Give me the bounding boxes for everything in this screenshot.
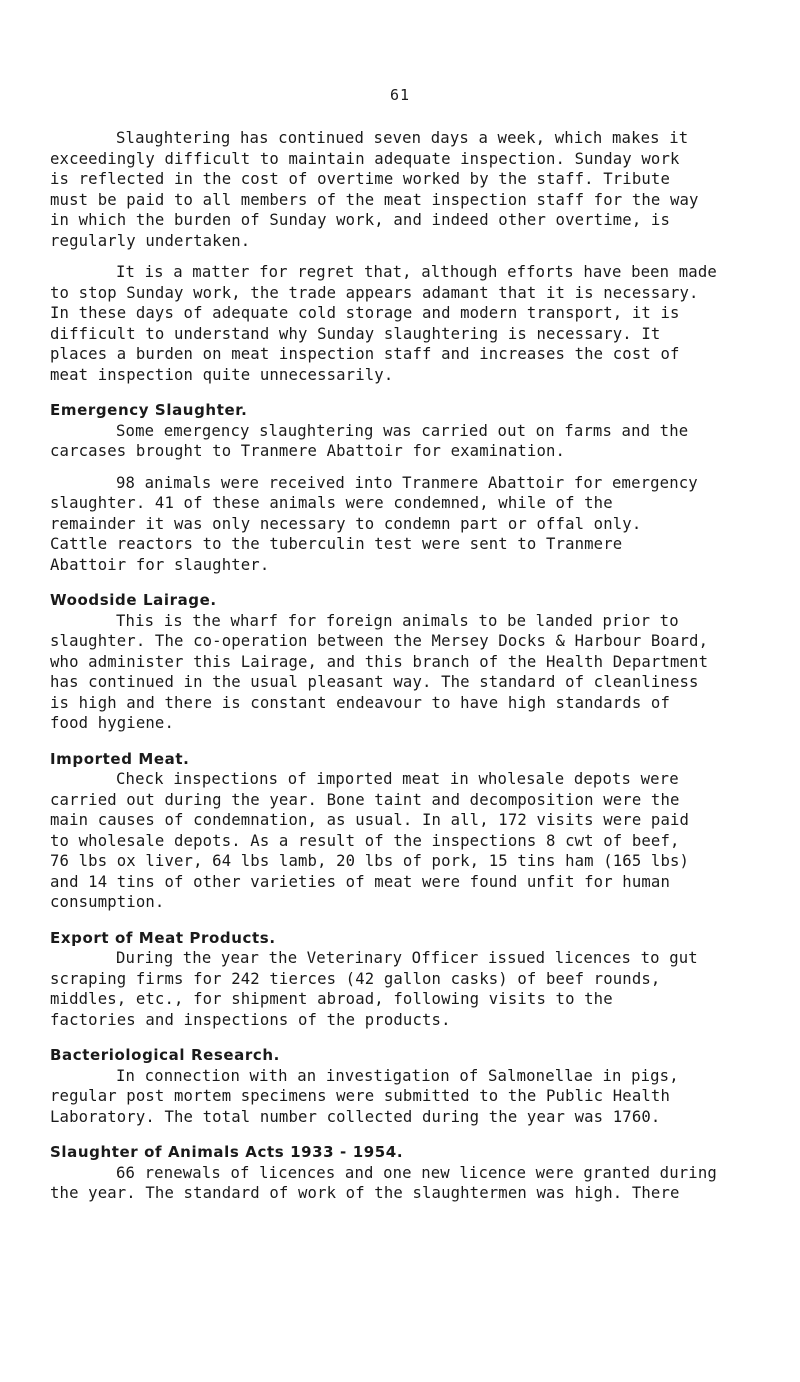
text-line: in which the burden of Sunday work, and indeed other overtime, is [50, 211, 670, 229]
text-line: main causes of condemnation, as usual. In all, 172 visits were paid [50, 811, 690, 829]
section-heading: Woodside Lairage. [50, 591, 217, 609]
text-line: remainder it was only necessary to condemn part or offal only. [50, 514, 642, 533]
text-line: It is a matter for regret that, although efforts have been made [116, 263, 717, 281]
text-line: food hygiene. [50, 714, 174, 732]
text-line: 98 animals were received into Tranmere Abattoir for emergency [116, 473, 698, 492]
section-heading: Bacteriological Research. [50, 1046, 280, 1064]
text-line: is reflected in the cost of overtime worked by the staff. Tribute [50, 170, 670, 188]
text-line: must be paid to all members of the meat inspection staff for the way [50, 190, 699, 209]
text-line: to wholesale depots. As a result of the inspections 8 cwt of beef, [50, 831, 680, 850]
text-line: middles, etc., for shipment abroad, following visits to the [50, 990, 613, 1008]
text-line: slaughter. The co-operation between the Mersey Docks & Harbour Board, [50, 632, 709, 650]
section-heading: Export of Meat Products. [50, 928, 276, 947]
text-line: Slaughtering has continued seven days a week, which makes it [116, 129, 689, 147]
text-line: During the year the Veterinary Officer issued licences to gut [116, 949, 698, 967]
text-line: Check inspections of imported meat in wholesale depots were [116, 770, 679, 788]
text-line: factories and inspections of the products. [50, 1010, 451, 1029]
text-line: regularly undertaken. [50, 231, 251, 250]
text-line: the year. The standard of work of the slaughtermen was high. There [50, 1184, 680, 1202]
section-heading: Slaughter of Animals Acts 1933 - 1954. [50, 1143, 404, 1161]
page-number: 61 [389, 86, 411, 104]
paragraph [0, 948, 780, 1030]
text-line: consumption. [50, 893, 165, 911]
text-line: exceedingly difficult to maintain adequate inspection. Sunday work [50, 149, 680, 168]
text-line: and 14 tins of other varieties of meat were found unfit for human [50, 872, 670, 891]
paragraph [0, 473, 780, 576]
text-line: scraping firms for 242 tierces (42 gallon casks) of beef rounds, [50, 969, 661, 988]
paragraph [0, 262, 780, 385]
text-line: Some emergency slaughtering was carried out on farms and the [116, 421, 689, 440]
text-line: In these days of adequate cold storage and modern transport, it is [50, 304, 680, 322]
text-line: is high and there is constant endeavour to have high standards of [50, 693, 670, 712]
section-heading: Emergency Slaughter. [50, 401, 248, 419]
text-line: regular post mortem specimens were submitted to the Public Health [50, 1087, 670, 1105]
paragraph [0, 769, 780, 913]
document-body [0, 128, 800, 1204]
section-heading: Imported Meat. [50, 749, 190, 768]
text-line: places a burden on meat inspection staff and increases the cost of [50, 345, 680, 363]
text-line: to stop Sunday work, the trade appears adamant that it is necessary. [50, 283, 699, 302]
paragraph [0, 128, 780, 251]
text-line: In connection with an investigation of Salmonellae in pigs, [116, 1066, 679, 1085]
paragraph [0, 1163, 780, 1204]
text-line: 76 lbs ox liver, 64 lbs lamb, 20 lbs of pork, 15 tins ham (165 lbs) [50, 852, 690, 870]
text-line: carcases brought to Tranmere Abattoir for examination. [50, 442, 566, 460]
text-line: Abattoir for slaughter. [50, 555, 270, 574]
text-line: carried out during the year. Bone taint and decomposition were the [50, 790, 680, 809]
text-line: 66 renewals of licences and one new licence were granted during [116, 1163, 717, 1182]
text-line: Laboratory. The total number collected during the year was 1760. [50, 1107, 661, 1126]
paragraph [0, 421, 780, 462]
text-line: who administer this Lairage, and this branch of the Health Department [50, 652, 709, 671]
text-line: has continued in the usual pleasant way. The standard of cleanliness [50, 673, 699, 691]
text-line: This is the wharf for foreign animals to be landed prior to [116, 611, 679, 630]
paragraph [0, 1066, 780, 1128]
text-line: Cattle reactors to the tuberculin test were sent to Tranmere [50, 535, 623, 553]
text-line: meat inspection quite unnecessarily. [50, 365, 394, 384]
text-line: slaughter. 41 of these animals were condemned, while of the [50, 494, 613, 512]
paragraph [0, 611, 780, 734]
text-line: difficult to understand why Sunday slaughtering is necessary. It [50, 324, 661, 343]
